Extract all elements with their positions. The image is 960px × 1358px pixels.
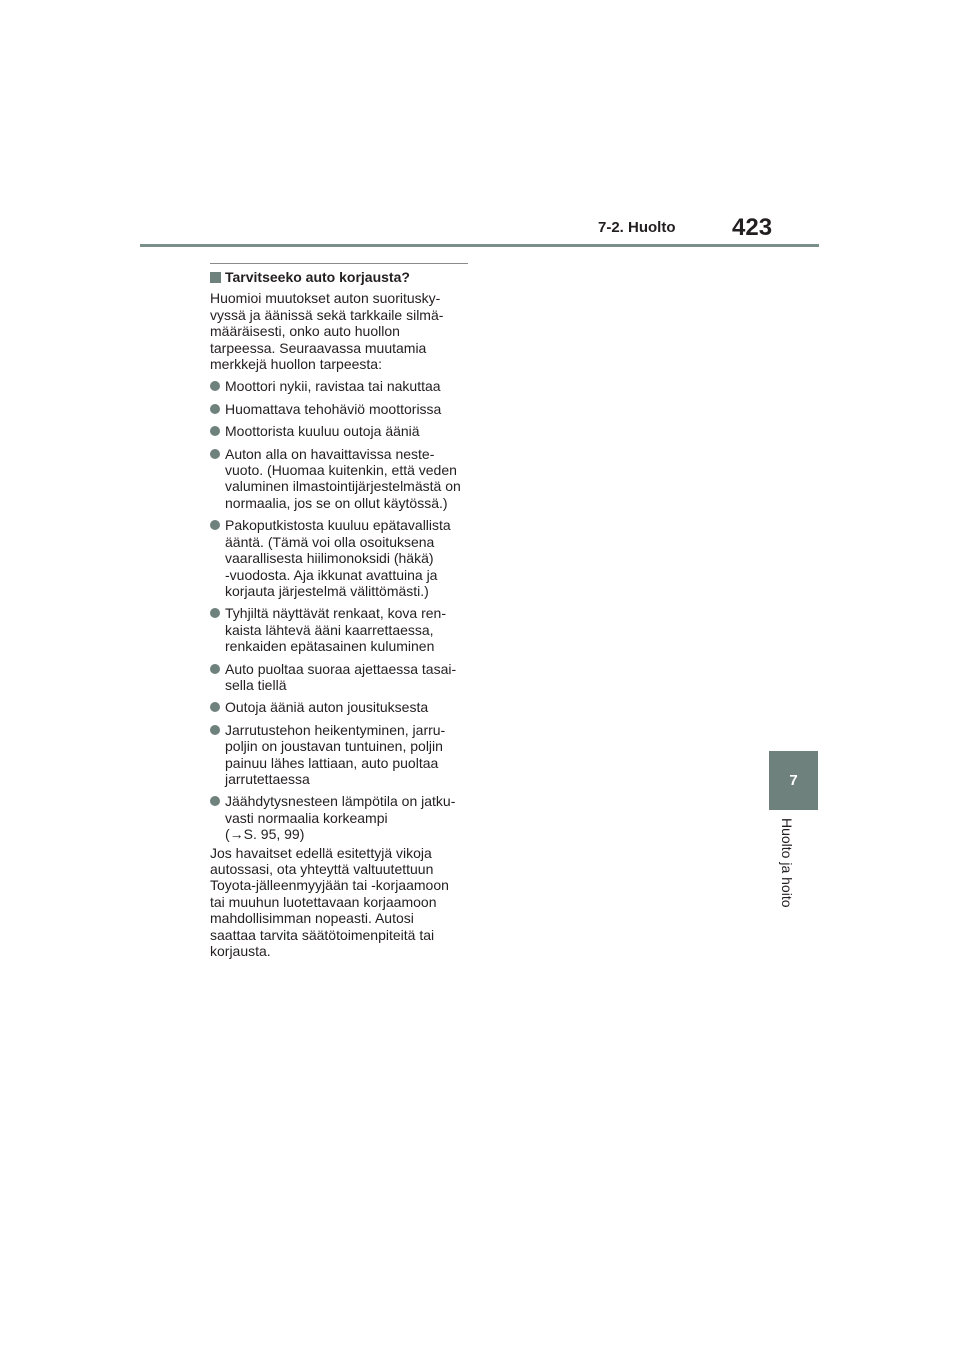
list-item-text: Huomattava tehohäviö moottorissa xyxy=(225,400,442,417)
chapter-tab xyxy=(769,751,818,810)
list-item-text: Outoja ääniä auton jousituksesta xyxy=(225,699,429,716)
header-divider xyxy=(140,244,819,247)
section-heading xyxy=(210,269,470,285)
circle-bullet-icon xyxy=(210,796,220,806)
square-bullet-icon xyxy=(210,272,221,283)
heading-text: Tarvitseeko auto korjausta? xyxy=(225,269,410,285)
circle-bullet-icon xyxy=(210,381,220,391)
list-item xyxy=(210,401,470,417)
circle-bullet-icon xyxy=(210,449,220,459)
list-item xyxy=(210,517,470,599)
list-item xyxy=(210,722,470,788)
circle-bullet-icon xyxy=(210,608,220,618)
list-item-text: Moottorista kuuluu outoja ääniä xyxy=(225,423,420,440)
list-item xyxy=(210,699,470,715)
closing-paragraph: Jos havaitset edellä esitettyjä vikoja autossasi, ota yhteyttä valtuutettuun Toyota-jälleenmyyjään tai -korjaamoon tai muuhun luotettavaan korjaamoon mahdollisimman nopeasti. Autosi saattaa tarvita säätötoimenpiteitä tai korjausta. xyxy=(210,844,449,960)
list-item-text: Tyhjiltä näyttävät renkaat, kova ren- kaista lähtevä ääni kaarrettaessa, renkaiden epätasainen kuluminen xyxy=(225,605,446,655)
circle-bullet-icon xyxy=(210,664,220,674)
circle-bullet-icon xyxy=(210,520,220,530)
intro-paragraph: Huomioi muutokset auton suoritusky- vyssä ja äänissä sekä tarkkaile silmä- määräisesti, onko auto huollon tarpeessa. Seuraavassa muutamia merkkejä huollon tarpeesta: xyxy=(210,290,444,373)
list-item xyxy=(210,446,470,512)
list-item-text: Auton alla on havaittavissa neste- vuoto. (Huomaa kuitenkin, että veden valuminen ilmastointijärjestelmästä on normaalia, jos se on ollut käytössä.) xyxy=(225,445,461,511)
list-item-text: Moottori nykii, ravistaa tai nakuttaa xyxy=(225,378,441,395)
section-title: 7-2. Huolto xyxy=(598,219,676,236)
circle-bullet-icon xyxy=(210,404,220,414)
list-item xyxy=(210,661,470,694)
list-item xyxy=(210,423,470,439)
title-divider xyxy=(210,263,468,264)
list-item xyxy=(210,378,470,394)
list-item-text: Jarrutustehon heikentyminen, jarru- poljin on joustavan tuntuinen, poljin painuu lähes lattiaan, auto puoltaa jarrutettaessa xyxy=(225,721,446,787)
circle-bullet-icon xyxy=(210,426,220,436)
content-column xyxy=(210,263,470,965)
list-item-text: Pakoputkistosta kuuluu epätavallista ääntä. (Tämä voi olla osoituksena vaarallisesta hiilimonoksidi (häkä) -vuodosta. Aja ikkunat avattuina ja korjauta järjestelmä välittömästi.) xyxy=(225,517,451,599)
circle-bullet-icon xyxy=(210,725,220,735)
chapter-label: Huolto ja hoito xyxy=(779,818,795,908)
circle-bullet-icon xyxy=(210,702,220,712)
list-item xyxy=(210,605,470,654)
page-number: 423 xyxy=(732,214,773,241)
list-item-text: Jäähdytysnesteen lämpötila on jatku- vasti normaalia korkeampi (→S. 95, 99) xyxy=(225,793,456,843)
chapter-number: 7 xyxy=(789,772,798,789)
list-item xyxy=(210,793,470,842)
list-item-text: Auto puoltaa suoraa ajettaessa tasai- sella tiellä xyxy=(225,660,457,693)
